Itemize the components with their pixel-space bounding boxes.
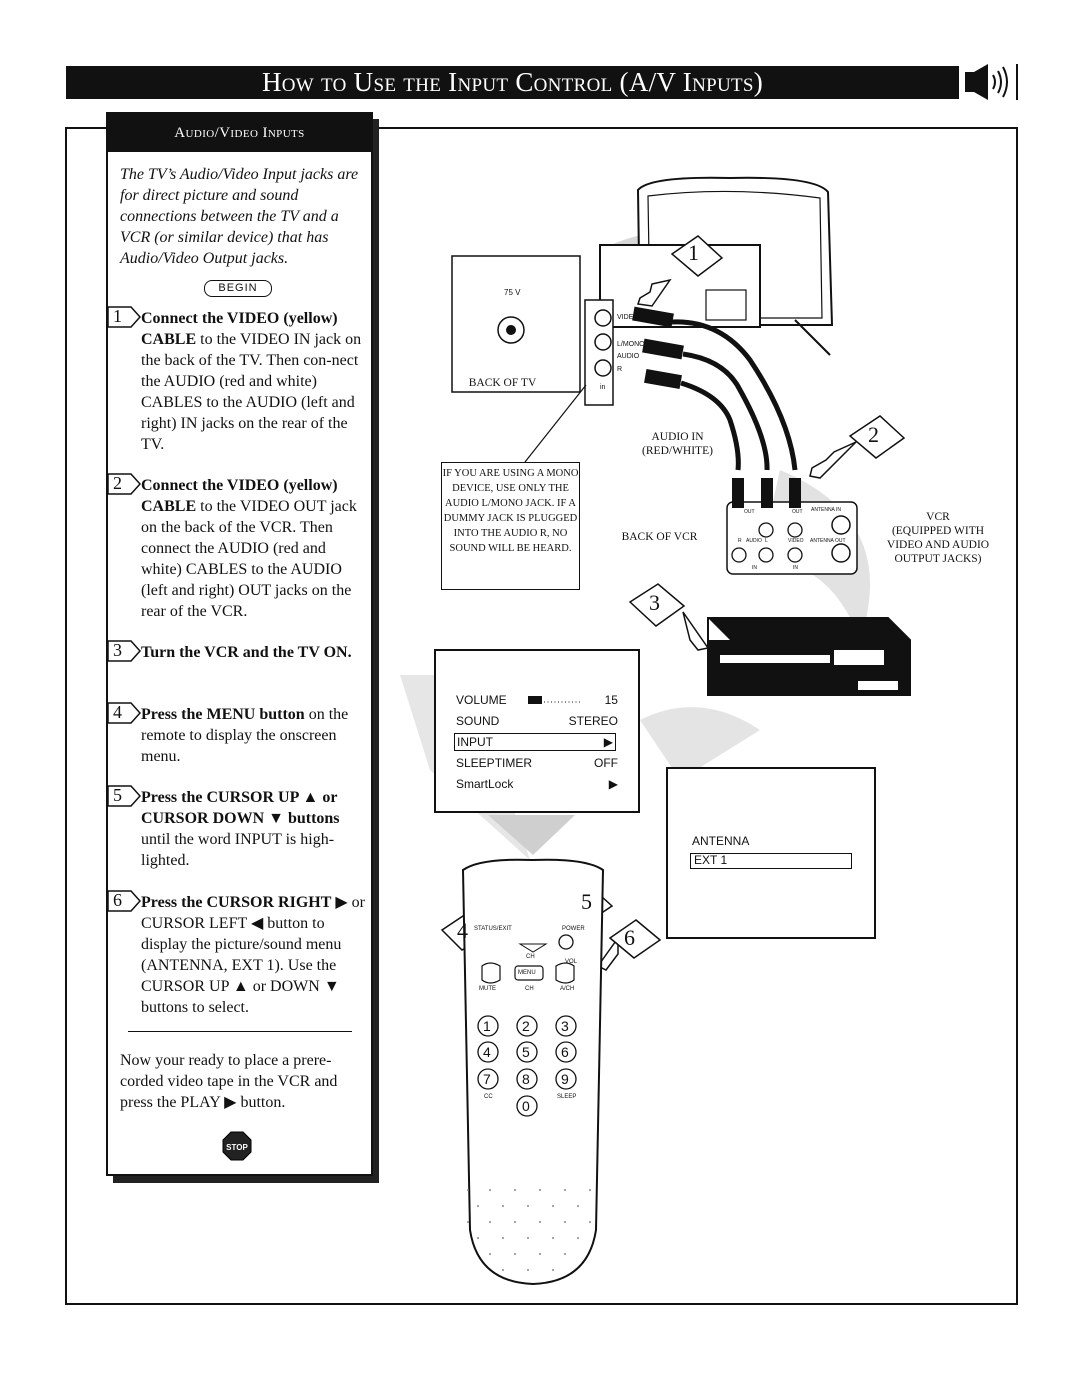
vcr-note: VCR (EQUIPPED WITH VIDEO AND AUDIO OUTPUT JACKS) bbox=[886, 511, 990, 565]
ach-button[interactable]: A/CH bbox=[560, 986, 575, 992]
audio-in-label: AUDIO IN (RED/WHITE) bbox=[642, 431, 713, 457]
step-5-text: until the word INPUT is high-lighted. bbox=[141, 831, 335, 869]
step-6 bbox=[113, 890, 367, 1018]
step-6-lead: Press the CURSOR RIGHT bbox=[141, 894, 332, 911]
key-6[interactable]: 6 bbox=[561, 1044, 569, 1060]
callout-4: 4 bbox=[457, 918, 468, 943]
chevron-right-icon: ▶ bbox=[608, 777, 618, 791]
remote-power-label: POWER bbox=[562, 926, 585, 932]
step-4-text: on the remote to display the onscreen menu. bbox=[141, 706, 349, 765]
instruction-panel bbox=[106, 112, 373, 1176]
jack-in-label: in bbox=[600, 384, 606, 391]
callout-5: 5 bbox=[581, 889, 592, 914]
mono-note-box: IF YOU ARE USING A MONO DEVICE, USE ONLY THE AUDIO L/MONO JACK. IF A DUMMY JACK IS PLUGGED INTO THE AUDIO R, NO SOUND WILL BE HEARD. bbox=[441, 462, 580, 590]
step-3 bbox=[113, 640, 367, 663]
vcr-jack-r: R bbox=[738, 538, 742, 544]
step-3-lead: Turn the VCR and the TV ON. bbox=[141, 644, 352, 661]
vcr-jack-antenna-out: ANTENNA OUT bbox=[810, 538, 846, 544]
vcr-jack-antenna-in: ANTENNA IN bbox=[811, 507, 842, 513]
step-6-arrow-icon: 6 bbox=[107, 890, 141, 912]
cc-button[interactable]: CC bbox=[484, 1094, 493, 1100]
step-4 bbox=[113, 702, 367, 767]
key-8[interactable]: 8 bbox=[522, 1071, 530, 1087]
step-4-lead: Press the MENU button bbox=[141, 706, 305, 723]
begin-badge: BEGIN bbox=[204, 280, 272, 297]
remote-status-exit-label: STATUS/EXIT bbox=[474, 926, 512, 932]
step-2 bbox=[113, 473, 367, 622]
ext1-option[interactable]: EXT 1 bbox=[690, 853, 852, 869]
menu-row-input[interactable]: INPUT ▶ bbox=[454, 733, 616, 751]
step-2-lead: Connect the VIDEO (yellow) CABLE bbox=[141, 477, 338, 515]
step-5-lead: Press the CURSOR UP ▲ or CURSOR DOWN ▼ buttons bbox=[141, 789, 340, 827]
vcr-jack-l: L bbox=[765, 538, 768, 544]
step-1-text: to the VIDEO IN jack on the back of the TV. Then con-nect the AUDIO (red and white) CABLES to the AUDIO (left and right) IN jacks on the rear of the TV. bbox=[141, 331, 362, 453]
callout-1: 1 bbox=[688, 240, 699, 265]
jack-lmono-label: L/MONO bbox=[617, 341, 645, 348]
remote-vol-label: VOL bbox=[565, 959, 578, 965]
tv-ohm-label: 75 V bbox=[504, 288, 521, 297]
intro-text: The TV’s Audio/Video Input jacks are for direct picture and sound connections between the TV and a VCR (or similar device) that has Audio/Video Output jacks. bbox=[120, 166, 359, 267]
step-6-text: ▶ or CURSOR LEFT ◀ button to display the picture/sound menu (ANTENNA, EXT 1). Use the CURSOR UP ▲ or DOWN ▼ buttons to select. bbox=[141, 894, 366, 1016]
chevron-right-icon: ▶ bbox=[603, 735, 613, 749]
jack-video-label: VIDEO bbox=[617, 314, 639, 321]
menu-row-sound[interactable]: SOUND STEREO bbox=[456, 714, 618, 728]
svg-text:STOP: STOP bbox=[226, 1143, 248, 1152]
vcr-jack-in-2: IN bbox=[793, 565, 798, 571]
panel-heading: Audio/Video Inputs bbox=[108, 114, 371, 152]
step-1-arrow-icon: 1 bbox=[107, 306, 141, 328]
key-1[interactable]: 1 bbox=[483, 1018, 491, 1034]
onscreen-menu bbox=[434, 649, 640, 813]
menu-row-volume[interactable]: VOLUME 15 bbox=[456, 693, 618, 707]
vcr-jack-out-2: OUT bbox=[792, 509, 803, 515]
vcr-jack-audio: AUDIO bbox=[746, 538, 762, 544]
stop-sign-icon bbox=[222, 1131, 252, 1161]
vcr-jack-video: VIDEO bbox=[788, 538, 804, 544]
jack-r-label: R bbox=[617, 366, 623, 373]
vcr-jack-in-1: IN bbox=[752, 565, 757, 571]
remote-ch-up-label: CH bbox=[526, 954, 535, 960]
menu-row-sleeptimer[interactable]: SLEEPTIMER OFF bbox=[456, 756, 618, 770]
vcr-back-label: BACK OF VCR bbox=[621, 531, 698, 543]
sleep-button[interactable]: SLEEP bbox=[557, 1094, 577, 1100]
step-1-lead: Connect the VIDEO (yellow) CABLE bbox=[141, 310, 338, 348]
page-title: How to Use the Input Control (A/V Inputs) bbox=[261, 67, 764, 97]
key-3[interactable]: 3 bbox=[561, 1018, 569, 1034]
key-2[interactable]: 2 bbox=[522, 1018, 530, 1034]
page-title-bar bbox=[66, 66, 959, 99]
mute-button[interactable]: MUTE bbox=[479, 986, 496, 992]
divider bbox=[128, 1031, 352, 1032]
menu-button[interactable]: MENU bbox=[518, 970, 536, 976]
key-0[interactable]: 0 bbox=[522, 1098, 530, 1114]
menu-row-smartlock[interactable]: SmartLock ▶ bbox=[456, 777, 618, 791]
step-3-arrow-icon: 3 bbox=[107, 640, 141, 662]
callout-2: 2 bbox=[868, 422, 879, 447]
vcr-jack-out-1: OUT bbox=[744, 509, 755, 515]
step-4-arrow-icon: 4 bbox=[107, 702, 141, 724]
callout-3: 3 bbox=[649, 590, 660, 615]
step-2-arrow-icon: 2 bbox=[107, 473, 141, 495]
step-1 bbox=[113, 306, 367, 455]
callout-6: 6 bbox=[624, 925, 635, 950]
step-5-arrow-icon: 5 bbox=[107, 785, 141, 807]
speaker-icon bbox=[962, 62, 1020, 102]
step-5 bbox=[113, 785, 367, 871]
antenna-menu-screen bbox=[666, 767, 876, 939]
step-2-text: to the VIDEO OUT jack on the back of the VCR. Then connect the AUDIO (red and white) CABLES to the AUDIO (left and right) OUT jacks on the rear of the VCR. bbox=[141, 498, 357, 620]
tv-back-label: BACK OF TV bbox=[468, 377, 537, 389]
remote-ch-down-label: CH bbox=[525, 986, 534, 992]
volume-bar-icon bbox=[528, 695, 584, 705]
key-4[interactable]: 4 bbox=[483, 1044, 491, 1060]
jack-audio-label: AUDIO bbox=[617, 353, 640, 360]
key-9[interactable]: 9 bbox=[561, 1071, 569, 1087]
closing-text: Now your ready to place a prere-corded video tape in the VCR and press the PLAY ▶ button. bbox=[120, 1052, 338, 1111]
antenna-option[interactable]: ANTENNA bbox=[692, 834, 750, 848]
key-5[interactable]: 5 bbox=[522, 1044, 530, 1060]
key-7[interactable]: 7 bbox=[483, 1071, 491, 1087]
